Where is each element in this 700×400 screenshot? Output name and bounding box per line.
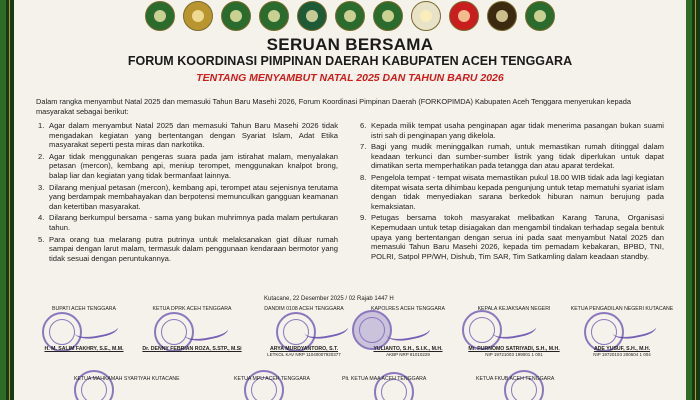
- item-text: Dilarang menjual petasan (mercon), kembang api, terompet atau sejenisnya terutama yang berdampak membahayakan dan berpotensi memunculkan gangguan keamanan dan ketertiban masyarakat.: [49, 182, 338, 211]
- list-item: [360, 213, 664, 261]
- signatory-name: Mr. PURNOMO SATRIYADI, S.H., M.H.: [468, 346, 560, 352]
- religious-court-emblem-icon: [373, 1, 403, 31]
- item-number: 2.: [38, 151, 45, 161]
- logo-row: [14, 0, 686, 31]
- items-left-column: [38, 121, 338, 265]
- signatory-role: DANDIM 0108 ACEH TENGGARA: [264, 306, 344, 312]
- list-item: [38, 183, 338, 212]
- list-item: [38, 121, 338, 150]
- official-stamp-icon: [504, 370, 544, 400]
- signatory-role: BUPATI ACEH TENGGARA: [52, 306, 116, 312]
- item-text: Dilarang berkumpul bersama - sama yang bukan muhrimnya pada malam pertukaran tahun.: [49, 213, 338, 232]
- proclamation-document: [14, 0, 686, 400]
- signatory-kapolres: [348, 306, 468, 357]
- list-item: [38, 213, 338, 232]
- signatory-role: KETUA DPRK ACEH TENGGARA: [152, 306, 232, 312]
- signatory-name: YULIANTO, S.H., S.I.K., M.H.: [373, 346, 443, 352]
- list-item: [360, 121, 664, 140]
- signatory-id: NIP 19721003 199001 1 001: [485, 352, 543, 357]
- signatory-role: KAPOLRES ACEH TENGGARA: [371, 306, 445, 312]
- item-number: 6.: [360, 121, 367, 130]
- item-number: 7.: [360, 142, 367, 152]
- item-number: 1.: [38, 121, 45, 130]
- item-text: Agar tidak menggunakan pengeras suara pada jam istirahat malam, menyalakan petasan (mercon), kembang api, meniup terompet, menggunakan knalpot brong, balap liar dan kegiatan yang tidak bermanfaat lainnya.: [49, 151, 338, 180]
- signatory-role: KEPALA KEJAKSAAN NEGERI: [477, 306, 551, 312]
- item-text: Para orang tua melarang putra putrinya untuk melaksanakan giat diluar rumah sampai dengan larut malam, termasuk dalam penggunaan kendaraan bermotor yang tidak sesuai dengan peruntukannya.: [49, 234, 338, 263]
- signatory-name: Dr. DENNY FEBRIAN ROZA, S.STP., M.Si: [142, 346, 242, 352]
- bottom-role-mahkamah: KETUA MAHKAMAH SYAR'IYAH KUTACANE: [74, 376, 180, 382]
- army-emblem-icon: [259, 1, 289, 31]
- aceh-tenggara-emblem-icon: [145, 1, 175, 31]
- red-flag-emblem-icon: [487, 1, 517, 31]
- item-number: 8.: [360, 172, 367, 182]
- bottom-role-mpu: KETUA MPU ACEH TENGGARA: [234, 376, 311, 382]
- signatory-name: H. M. SALIM FAKHRY, S.E., M.M.: [44, 346, 124, 352]
- official-stamp-icon: [74, 370, 114, 400]
- signatory-id: NIP 19720103 200604 1 004: [593, 352, 651, 357]
- prosecutor-emblem-icon: [335, 1, 365, 31]
- list-item: [360, 173, 664, 211]
- signatory-dprk: [132, 306, 252, 352]
- list-item: [38, 152, 338, 181]
- golden-emblem-icon: [221, 1, 251, 31]
- seal-emblem-icon: [449, 1, 479, 31]
- ministry-emblem-icon: [411, 1, 441, 31]
- signatory-name: ARYA MURDYANTORO, S.T.: [269, 346, 339, 352]
- signatory-pengadilan: [562, 306, 682, 357]
- list-item: [360, 142, 664, 171]
- document-title: SERUAN BERSAMA: [266, 35, 434, 54]
- item-text: Petugas bersama tokoh masyarakat melibatkan Karang Taruna, Organisasi Kepemudaan untuk tetap disiagakan dan mengambil tindakan terhadap segala bentuk upaya yang bertentangan dengan serua ini pada saat menyambut Natal 2025 dan memasuki Tahun Baru Masehi 2026, kepada tim pemadam kebakaran, BPBD, TNI, POLRI, Satpol PP/WH, Dishub, Tim SAR, Tim Satkamling dalam keadaan standby.: [371, 213, 664, 261]
- item-number: 9.: [360, 213, 367, 223]
- signatory-name: ADE YUSUF, S.H., M.H.: [593, 346, 651, 352]
- item-number: 3.: [38, 182, 45, 192]
- bottom-role-maa: Plt. KETUA MAA ACEH TENGGARA: [342, 376, 427, 382]
- signatory-id: LETKOL KAV NRP 11040007920377: [267, 352, 341, 357]
- signatory-dandim: [244, 306, 364, 357]
- document-tagline: TENTANG MENYAMBUT NATAL 2025 DAN TAHUN BARU 2026: [196, 72, 504, 84]
- eagle-emblem-icon: [525, 1, 555, 31]
- date-line: Kutacane, 22 Desember 2025 / 02 Rajab 1447 H: [264, 296, 394, 302]
- intro-paragraph: Dalam rangka menyambut Natal 2025 dan memasuki Tahun Baru Masehi 2026, Forum Koordinasi Pimpinan Daerah (FORKOPIMDA) Kabupaten Aceh Tenggara menyerukan kepada masyarakat sebagai berikut:: [36, 97, 631, 116]
- signatory-kejaksaan: [454, 306, 574, 357]
- items-right-column: [360, 121, 664, 263]
- signatory-id: AKBP NRP 81010229: [386, 352, 430, 357]
- item-text: Bagi yang mudik meninggalkan rumah, untuk memastikan rumah ditinggal dalam keadaan terkunci dan sumber-sumber listrik yang tidak diperlukan untuk dapat dimatikan serta memperhatikan pada tetangga dan atau aparat terdekat.: [371, 142, 664, 171]
- signatory-bupati: [24, 306, 144, 352]
- item-number: 4.: [38, 213, 45, 223]
- police-emblem-icon: [183, 1, 213, 31]
- item-text: Kepada milik tempat usaha penginapan agar tidak menerima pasangan bukan suami istri sah di penginapan yang dikelola.: [371, 121, 664, 140]
- item-number: 5.: [38, 234, 45, 244]
- item-text: Agar dalam menyambut Natal 2025 dan memasuki Tahun Baru Masehi 2026 tidak mengadakan kegiatan yang bertentangan dengan Syariat Islam, Adat Etika masyarakat seperti pesta miras dan narkotika.: [49, 121, 338, 150]
- list-item: [38, 235, 338, 264]
- signatory-role: KETUA PENGADILAN NEGERI KUTACANE: [570, 306, 674, 312]
- court-emblem-icon: [297, 1, 327, 31]
- document-subtitle: FORUM KOORDINASI PIMPINAN DAERAH KABUPATEN ACEH TENGGARA: [127, 54, 573, 68]
- item-text: Pengelola tempat - tempat wisata memastikan pukul 18.00 WIB tidak ada lagi kegiatan ditempat wisata serta dihimbau kepada pengunjung untuk tetap mematuhi syariat islam dengan tidak menyediakan sarana berkedok hiburan namun berujung pada kemaksiatan.: [371, 172, 664, 211]
- official-stamp-icon: [244, 370, 284, 400]
- bottom-role-fkub: KETUA FKUB ACEH TENGGARA: [476, 376, 555, 382]
